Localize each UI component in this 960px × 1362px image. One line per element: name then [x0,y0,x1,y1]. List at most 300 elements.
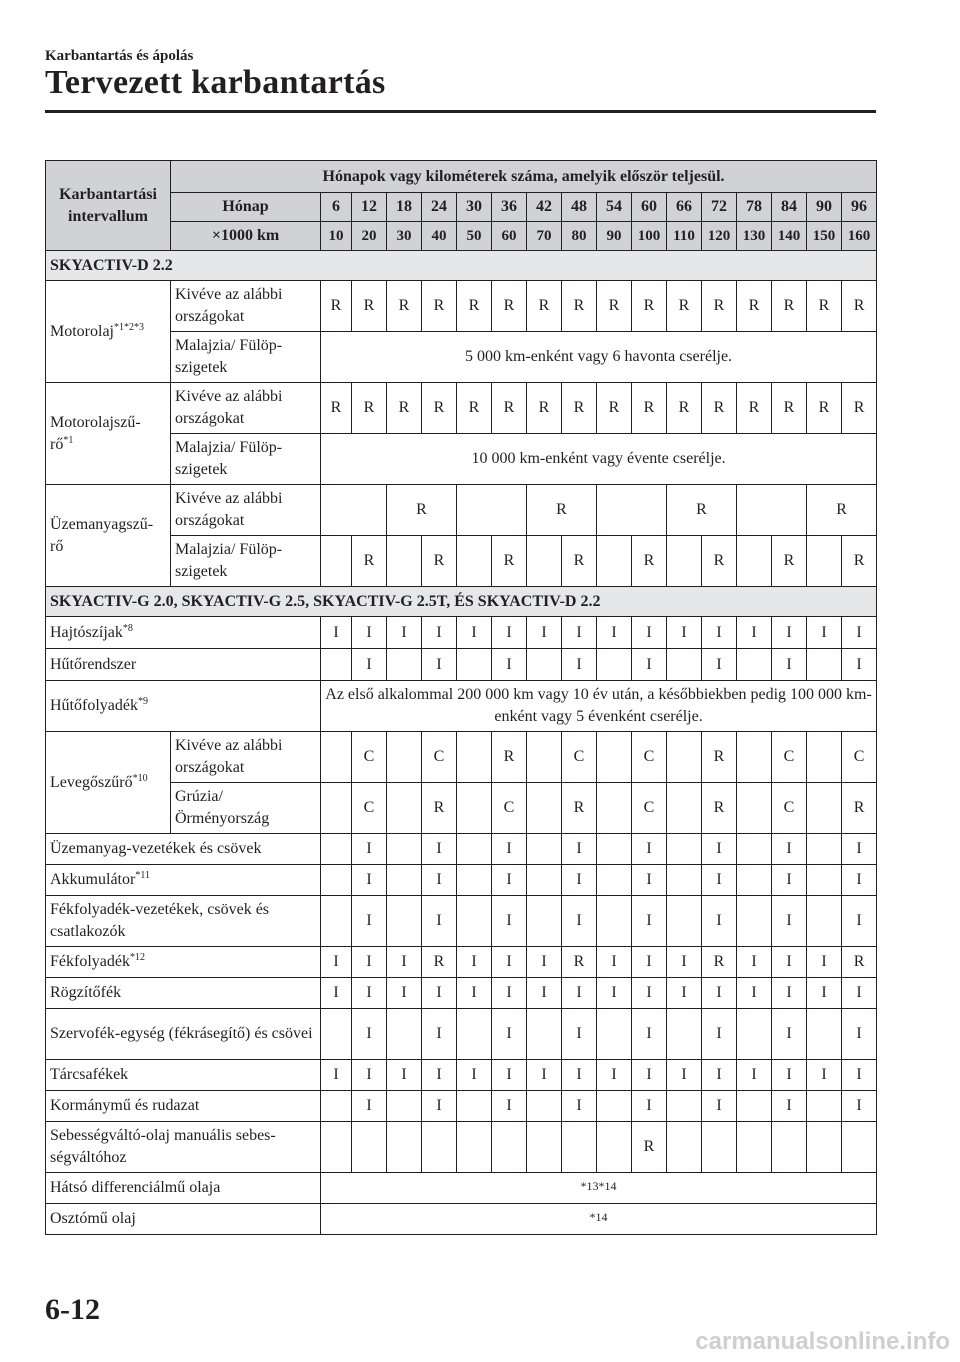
cell: I [492,834,527,865]
cell: R [702,732,737,783]
row-label-air-filter: Levegőszűrő$^{*10}$ [46,732,171,834]
month-cell: 42 [527,193,562,222]
cell: R [772,281,807,332]
cell: R [562,281,597,332]
cell: I [562,978,597,1009]
cell [321,865,352,896]
cell: I [352,617,387,649]
cell: I [597,1060,632,1091]
note-text: Az első alkalommal 200 000 km vagy 10 év után, a későbbiekben pedig 100 000 km-enként vagy 5 évenként cserélje. [321,681,877,732]
cell [457,1091,492,1122]
cell: I [632,834,667,865]
cell: I [842,1009,877,1060]
cell [527,865,562,896]
page-number: 6-12 [45,1293,100,1326]
cell: R [422,947,457,978]
month-cell: 36 [492,193,527,222]
cell [321,1091,352,1122]
cell [321,1122,352,1173]
cell: I [457,1060,492,1091]
cell: I [597,617,632,649]
cell: I [842,834,877,865]
cell [457,834,492,865]
section-row-1 [46,251,877,281]
row-label-disc-brakes: Tárcsafékek [46,1060,321,1091]
row-label-coolant: Hűtőfolyadék$^{*9}$ [46,681,321,732]
maintenance-schedule-table [45,160,877,1235]
cell: I [562,617,597,649]
cell: R [492,281,527,332]
cell [807,536,842,587]
sub-label-georgia: Grúzia/ Örményország [171,783,321,834]
cell [737,834,772,865]
row-label-transfer-oil: Osztómű olaj [46,1204,321,1235]
table-row [46,649,877,681]
month-cell: 90 [807,193,842,222]
cell: I [632,947,667,978]
table-row [46,1091,877,1122]
table-row [46,681,877,732]
cell: I [387,617,422,649]
interval-header: Karbantartási intervallum [46,161,171,251]
cell: R [702,281,737,332]
month-cell: 72 [702,193,737,222]
cell: R [597,383,632,434]
cell: R [527,485,597,536]
cell: I [807,617,842,649]
section-skyactiv-d: SKYACTIV-D 2.2 [46,251,877,281]
cell [737,485,807,536]
sub-label-except: Kivéve az alábbi országokat [171,732,321,783]
cell [457,1009,492,1060]
cell [737,1122,772,1173]
table-row [46,536,877,587]
cell: C [492,783,527,834]
cell: I [807,947,842,978]
cell: R [842,281,877,332]
cell [667,783,702,834]
km-cell: 160 [842,222,877,251]
month-cell: 18 [387,193,422,222]
table-row [46,834,877,865]
cell: I [702,1009,737,1060]
cell: I [352,947,387,978]
cell [667,896,702,947]
row-label-engine-oil: Motorolaj$^{*1*2*3}$ [46,281,171,383]
cell [527,896,562,947]
cell [352,1122,387,1173]
cell [737,896,772,947]
km-cell: 40 [422,222,457,251]
cell [387,1091,422,1122]
sub-label-malaysia: Malajzia/ Fülöp-szigetek [171,434,321,485]
footnote-ref: *13*14 [321,1173,877,1204]
km-cell: 80 [562,222,597,251]
cell: C [842,732,877,783]
km-cell: 150 [807,222,842,251]
cell [737,732,772,783]
months-or-km-header: Hónapok vagy kilométerek száma, amelyik először teljesül. [171,161,877,193]
cell [667,1009,702,1060]
cell: R [807,281,842,332]
footnote-ref: *14 [321,1204,877,1235]
cell: R [562,947,597,978]
cell: I [772,617,807,649]
cell [597,485,667,536]
cell [597,1009,632,1060]
cell: I [632,865,667,896]
cell: R [527,383,562,434]
cell: R [422,383,457,434]
cell [667,732,702,783]
cell: I [632,1009,667,1060]
cell: I [492,865,527,896]
cell: I [842,865,877,896]
cell: I [737,617,772,649]
cell: R [632,383,667,434]
cell: I [597,978,632,1009]
cell: I [632,649,667,681]
cell: I [352,1009,387,1060]
cell: R [597,281,632,332]
cell: R [527,281,562,332]
sub-label-except: Kivéve az alábbi országokat [171,383,321,434]
table-row [46,281,877,332]
cell: I [702,896,737,947]
cell: I [632,896,667,947]
note-text: 10 000 km-enként vagy évente cserélje. [321,434,877,485]
cell: R [457,383,492,434]
cell: R [562,536,597,587]
cell: R [422,281,457,332]
cell: I [667,617,702,649]
cell: I [527,947,562,978]
cell [597,536,632,587]
cell: I [527,1060,562,1091]
month-cell: 60 [632,193,667,222]
row-label-manual-transmission-oil: Sebességváltó-olaj manuális sebes- ségváltóhoz [46,1122,321,1173]
km-cell: 60 [492,222,527,251]
cell: R [842,536,877,587]
row-label-drive-belts: Hajtószíjak$^{*8}$ [46,617,321,649]
cell: I [842,617,877,649]
cell [807,1009,842,1060]
cell [842,1122,877,1173]
cell [321,834,352,865]
cell: R [492,536,527,587]
month-cell: 96 [842,193,877,222]
cell: I [737,978,772,1009]
page-title: Tervezett karbantartás [45,64,386,101]
sub-label-except: Kivéve az alábbi országokat [171,485,321,536]
cell: I [702,1060,737,1091]
cell [597,896,632,947]
cell [387,1122,422,1173]
cell [387,896,422,947]
cell [457,783,492,834]
cell: I [387,947,422,978]
km-cell: 130 [737,222,772,251]
table-row [46,865,877,896]
cell: R [321,383,352,434]
row-label-fuel-lines: Üzemanyag-vezetékek és csövek [46,834,321,865]
cell: R [842,783,877,834]
cell [807,1122,842,1173]
table-row [46,383,877,434]
header-row-1 [46,161,877,193]
km-cell: 110 [667,222,702,251]
cell: I [352,978,387,1009]
cell: I [772,865,807,896]
cell: I [422,1009,457,1060]
cell: I [352,865,387,896]
cell [527,536,562,587]
cell [527,732,562,783]
cell: I [702,834,737,865]
cell: I [422,1060,457,1091]
cell [492,1122,527,1173]
cell: I [667,947,702,978]
cell [807,834,842,865]
cell [667,649,702,681]
cell [321,1009,352,1060]
cell: I [422,865,457,896]
row-label-rear-differential-oil: Hátsó differenciálmű olaja [46,1173,321,1204]
cell [772,1122,807,1173]
cell: I [667,1060,702,1091]
row-label-brake-fluid: Fékfolyadék$^{*12}$ [46,947,321,978]
cell: I [352,1060,387,1091]
cell [387,834,422,865]
cell: I [772,1009,807,1060]
cell: I [492,1060,527,1091]
km-cell: 50 [457,222,492,251]
row-label-cooling-system: Hűtőrendszer [46,649,321,681]
cell: I [842,978,877,1009]
month-cell: 66 [667,193,702,222]
cell: I [492,617,527,649]
cell: I [597,947,632,978]
km-header-row [46,222,877,251]
cell: I [772,896,807,947]
table-row [46,1204,877,1235]
month-cell: 30 [457,193,492,222]
cell [457,865,492,896]
cell: I [352,1091,387,1122]
cell: R [667,485,737,536]
km-label: ×1000 km [171,222,321,251]
cell: I [562,1060,597,1091]
cell [527,783,562,834]
cell: I [387,978,422,1009]
cell: I [492,1091,527,1122]
cell [387,732,422,783]
cell [807,865,842,896]
cell: I [492,1009,527,1060]
cell: I [702,649,737,681]
cell: R [807,383,842,434]
sub-label-malaysia: Malajzia/ Fülöp-szigetek [171,536,321,587]
row-label-parking-brake: Rögzítőfék [46,978,321,1009]
cell: C [632,783,667,834]
cell [737,536,772,587]
cell: I [352,834,387,865]
month-cell: 54 [597,193,632,222]
cell: R [842,947,877,978]
cell [807,1091,842,1122]
cell: R [737,383,772,434]
cell [807,732,842,783]
cell [597,834,632,865]
cell [457,1122,492,1173]
cell [737,649,772,681]
cell [597,865,632,896]
cell: C [562,732,597,783]
cell [321,732,352,783]
table-row [46,783,877,834]
cell: I [772,1091,807,1122]
row-label-battery: Akkumulátor$^{*11}$ [46,865,321,896]
cell: I [842,896,877,947]
cell: R [387,383,422,434]
sub-label-except: Kivéve az alábbi országokat [171,281,321,332]
cell: I [457,617,492,649]
cell: I [772,1060,807,1091]
row-label-power-brake: Szervofék-egység (fékrásegítő) és csövei [46,1009,321,1060]
cell: I [527,978,562,1009]
cell: I [457,978,492,1009]
cell: I [667,978,702,1009]
cell [457,485,527,536]
cell: R [702,536,737,587]
cell: I [321,978,352,1009]
table-row [46,1173,877,1204]
cell: I [842,1060,877,1091]
cell: R [702,947,737,978]
month-cell: 6 [321,193,352,222]
cell [667,865,702,896]
cell [667,1091,702,1122]
cell: R [702,783,737,834]
cell [527,834,562,865]
cell [597,732,632,783]
cell: I [422,896,457,947]
watermark: carmanualsonline.info [695,1328,950,1355]
cell: I [562,649,597,681]
cell [667,834,702,865]
cell: I [457,947,492,978]
cell: I [632,1060,667,1091]
cell: R [667,281,702,332]
cell [321,896,352,947]
cell [597,1091,632,1122]
cell [387,649,422,681]
cell [457,732,492,783]
cell: I [352,649,387,681]
cell: R [352,383,387,434]
cell [457,536,492,587]
cell: I [562,896,597,947]
cell [321,649,352,681]
cell: R [562,783,597,834]
month-cell: 78 [737,193,772,222]
table-row [46,434,877,485]
cell: I [492,978,527,1009]
cell: R [842,383,877,434]
cell [321,783,352,834]
month-cell: 48 [562,193,597,222]
cell: R [492,383,527,434]
cell: C [632,732,667,783]
cell [387,783,422,834]
cell: I [321,947,352,978]
cell: I [737,947,772,978]
month-cell: 12 [352,193,387,222]
cell [807,783,842,834]
table-row [46,332,877,383]
cell [321,536,352,587]
cell: I [807,978,842,1009]
cell [597,1122,632,1173]
cell [667,536,702,587]
cell: I [321,1060,352,1091]
cell: I [492,896,527,947]
km-cell: 90 [597,222,632,251]
cell: R [772,536,807,587]
sub-label-malaysia: Malajzia/ Fülöp-szigetek [171,332,321,383]
cell: R [807,485,877,536]
cell [387,1009,422,1060]
cell [807,649,842,681]
cell: I [562,834,597,865]
cell: C [772,783,807,834]
cell [321,485,387,536]
km-cell: 10 [321,222,352,251]
month-header-row [46,193,877,222]
cell [527,1122,562,1173]
cell: I [422,1091,457,1122]
cell: I [492,649,527,681]
cell: I [562,1091,597,1122]
km-cell: 70 [527,222,562,251]
cell: R [667,383,702,434]
cell: I [422,834,457,865]
table-row [46,1060,877,1091]
section-row-2 [46,587,877,617]
cell: I [527,617,562,649]
cell [527,1009,562,1060]
cell: I [772,947,807,978]
table-row [46,732,877,783]
cell [737,1091,772,1122]
cell: R [352,536,387,587]
table-row [46,978,877,1009]
cell: I [772,978,807,1009]
section-header: Karbantartás és ápolás [45,48,194,64]
title-rule [45,110,876,113]
cell: I [842,1091,877,1122]
cell: I [352,896,387,947]
cell [737,865,772,896]
cell [597,783,632,834]
km-cell: 100 [632,222,667,251]
cell [737,1009,772,1060]
km-cell: 140 [772,222,807,251]
cell: I [321,617,352,649]
cell: I [772,834,807,865]
cell: R [422,536,457,587]
cell [387,865,422,896]
